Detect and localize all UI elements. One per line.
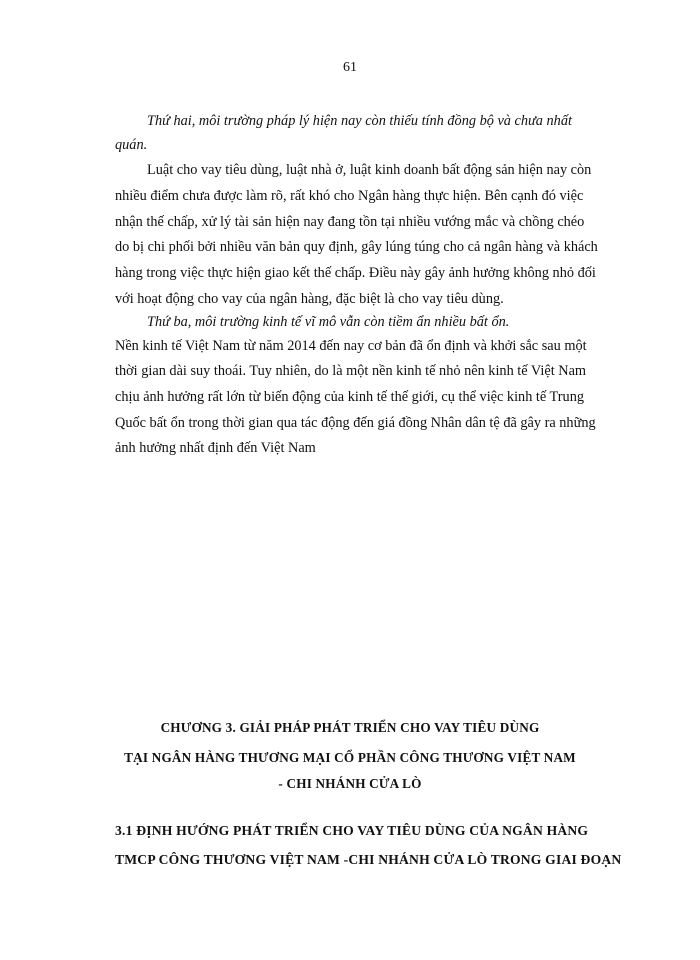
paragraph-line: nhiều điểm chưa được làm rõ, rất khó cho Ngân hàng thực hiện. Bên cạnh đó việc (115, 188, 584, 204)
paragraph-line: thời gian dài suy thoái. Tuy nhiên, do là một nền kinh tế nhỏ nên kinh tế Việt Nam (115, 363, 587, 379)
paragraph-line: Thứ hai, môi trường pháp lý hiện nay còn thiếu tính đồng bộ và chưa nhất (147, 113, 572, 129)
section-heading-line: TMCP CÔNG THƯƠNG VIỆT NAM -CHI NHÁNH CỬA LÒ TRONG GIAI ĐOẠN (115, 852, 622, 867)
chapter-heading-line: - CHI NHÁNH CỬA LÒ (278, 776, 422, 791)
section-heading-line: 3.1 ĐỊNH HƯỚNG PHÁT TRIỂN CHO VAY TIÊU DÙNG CỦA NGÂN HÀNG (115, 823, 589, 838)
paragraph-line: do bị chi phối bởi nhiều văn bản quy định, gây lúng túng cho cả ngân hàng và khách (115, 239, 598, 255)
page-number: 61 (343, 60, 357, 75)
paragraph-line: hàng trong việc thực hiện giao kết thế chấp. Điều này gây ảnh hưởng không nhỏ đối (115, 265, 596, 281)
chapter-heading-line: CHƯƠNG 3. GIẢI PHÁP PHÁT TRIỂN CHO VAY TIÊU DÙNG (160, 720, 540, 735)
chapter-heading-line: TẠI NGÂN HÀNG THƯƠNG MẠI CỔ PHẦN CÔNG THƯƠNG VIỆT NAM (124, 750, 576, 765)
paragraph-line: Thứ ba, môi trường kinh tế vĩ mô vẫn còn tiềm ẩn nhiều bất ổn. (147, 314, 510, 330)
paragraph-line: Nền kinh tế Việt Nam từ năm 2014 đến nay cơ bản đã ổn định và khởi sắc sau một (115, 338, 587, 354)
paragraph-line: chịu ảnh hưởng rất lớn từ biến động của kinh tế thế giới, cụ thể việc kinh tế Trung (115, 389, 584, 405)
paragraph-line: Quốc bất ổn trong thời gian qua tác động đến giá đồng Nhân dân tệ đã gây ra những (115, 415, 596, 431)
paragraph-line: với hoạt động cho vay của ngân hàng, đặc biệt là cho vay tiêu dùng. (115, 291, 504, 307)
paragraph-line: ảnh hưởng nhất định đến Việt Nam (115, 440, 316, 456)
paragraph-line: quán. (115, 137, 148, 153)
paragraph-line: nhận thế chấp, xử lý tài sản hiện nay đang tồn tại nhiều vướng mắc và chồng chéo (115, 214, 585, 230)
paragraph-line: Luật cho vay tiêu dùng, luật nhà ở, luật kinh doanh bất động sản hiện nay còn (147, 162, 592, 178)
